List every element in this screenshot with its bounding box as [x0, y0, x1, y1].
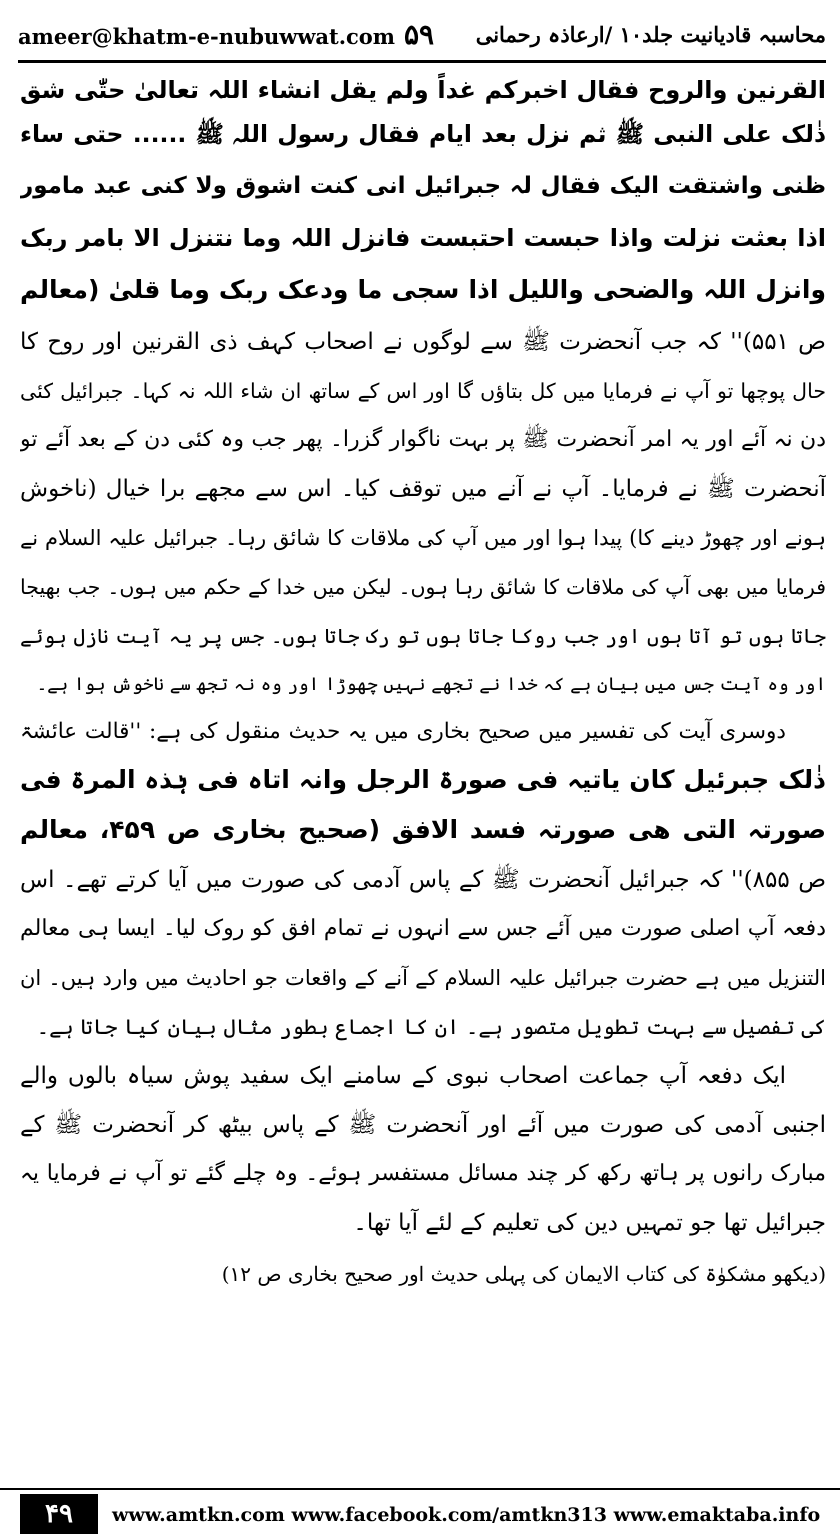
text-line: دن نہ آئے اور یہ امر آنحضرت ﷺ پر بہت ناگوار گزرا۔ پھر جب وہ کئی دن کے بعد آئے تو	[20, 427, 826, 452]
footer-website-links[interactable]: www.amtkn.com www.facebook.com/amtkn313 www.emaktaba.info	[112, 1504, 821, 1526]
text-line: ہونے اور چھوڑ دینے کا) پیدا ہوا اور میں آپ کی ملاقات کا شائق رہا۔ جبرائیل علیہ السلام نے	[20, 526, 826, 550]
header-page-number: ۵۹	[404, 18, 435, 51]
text-line: دفعہ آپ اصلی صورت میں آئے جس سے انہوں نے تمام افق کو روک لیا۔ ایسا ہی معالم	[20, 916, 826, 941]
text-line: ص ۵۵۱)'' کہ جب آنحضرت ﷺ سے لوگوں نے اصحاب کہف ذی القرنین اور روح کا	[20, 329, 826, 355]
text-line: القرنین والروح فقال اخبرکم غداً ولم یقل انشاء اللہ تعالیٰ حتّٰی شق	[20, 76, 826, 104]
text-line: وانزل اللہ والضحی واللیل اذا سجی ما ودعک ربک وما قلیٰ (معالم	[20, 275, 826, 304]
text-line: اذا بعثت نزلت واذا حبست احتبست فانزل اللہ وما نتنزل الا بامر ربک	[20, 224, 826, 252]
text-line: ذٰلک جبرئیل کان یاتیہ فی صورۃ الرجل وانہ اتاہ فی ہٰذہ المرۃ فی	[20, 765, 826, 794]
text-line: آنحضرت ﷺ نے فرمایا۔ آپ نے آنے میں توقف کیا۔ اس سے مجھے برا خیال (ناخوش	[20, 476, 826, 502]
footer-page-number: ۴۹	[20, 1494, 98, 1534]
text-line: دوسری آیت کی تفسیر میں صحیح بخاری میں یہ حدیث منقول کی ہے: ''قالت عائشۃ	[20, 719, 786, 744]
footer-divider	[0, 1488, 840, 1490]
text-line: کی تفصیل سے بہت تطویل متصور ہے۔ ان کا اجماع بطور مثال بیان کیا جاتا ہے۔	[36, 1015, 826, 1039]
reference-note: (دیکھو مشکوٰۃ کی کتاب الایمان کی پہلی حدیث اور صحیح بخاری ص ۱۲)	[221, 1262, 826, 1286]
text-line: ذٰلک علی النبی ﷺ ثم نزل بعد ایام فقال رسول اللہ ﷺ ...... حتی ساء	[20, 120, 826, 148]
text-line: مبارک رانوں پر ہاتھ رکھ کر چند مسائل مستفسر ہوئے۔ وہ چلے گئے تو آپ نے فرمایا یہ	[20, 1161, 826, 1186]
header-divider	[18, 60, 826, 63]
text-line: التنزیل میں ہے حضرت جبرائیل علیہ السلام کے آنے کے واقعات جو احادیث میں وارد ہیں۔ ان	[20, 966, 826, 990]
text-line: ص ۸۵۵)'' کہ جبرائیل آنحضرت ﷺ کے پاس آدمی کی صورت میں آیا کرتے تھے۔ اس	[20, 867, 826, 893]
text-line: جبرائیل تھا جو تمہیں دین کی تعلیم کے لئے آیا تھا۔	[353, 1210, 826, 1236]
page-header	[18, 18, 826, 58]
text-line: جاتا ہوں تو آتا ہوں اور جب روکا جاتا ہوں تو رک جاتا ہوں۔ جس پر یہ آیت نازل ہوئے	[20, 624, 826, 648]
text-line: فرمایا میں بھی آپ کی ملاقات کا شائق رہا ہوں۔ لیکن میں خدا کے حکم میں ہوں۔ جب بھیجا	[20, 575, 826, 599]
text-line: اجنبی آدمی کی صورت میں آئے اور آنحضرت ﷺ کے پاس بیٹھ کر آنحضرت ﷺ کے	[20, 1112, 826, 1138]
text-line: حال پوچھا تو آپ نے فرمایا میں کل بتاؤں گا اور اس کے ساتھ ان شاء اللہ نہ کہا۔ جبرائیل کئی	[20, 379, 826, 403]
text-line: ظنی واشتقت الیک فقال لہ جبرائیل انی کنت اشوق ولا کنی عبد مامور	[20, 173, 826, 199]
header-email: ameer@khatm-e-nubuwwat.com	[18, 24, 396, 49]
text-line: ایک دفعہ آپ جماعت اصحاب نبوی کے سامنے ایک سفید پوش سیاہ بالوں والے	[20, 1063, 786, 1089]
text-line: اور وہ آیت جس میں بیان ہے کہ خدا نے تجھے نہیں چھوڑا اور وہ نہ تجھ سے ناخوش ہوا ہے۔	[36, 674, 826, 695]
header-book-title: محاسبہ قادیانیت جلد۱۰ /ارعاذہ رحمانی	[475, 22, 826, 47]
text-line: صورتہ التی ھی صورتہ فسد الافق (صحیح بخاری ص ۴۵۹، معالم	[20, 815, 826, 844]
